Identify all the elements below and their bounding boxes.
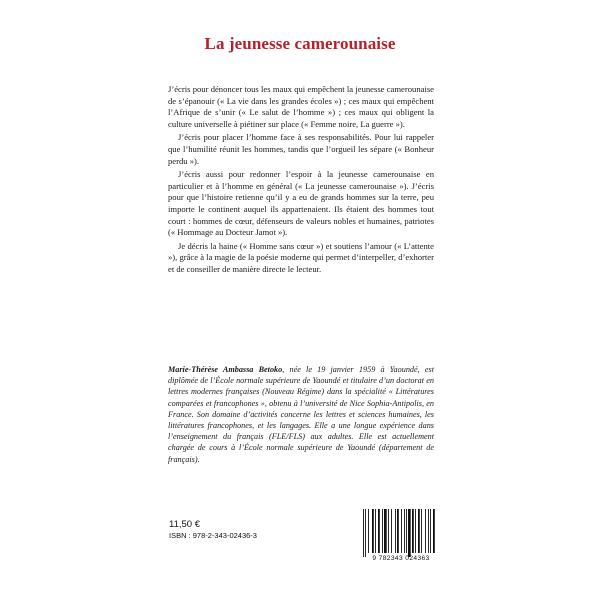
book-back-cover xyxy=(147,0,453,600)
barcode-number: 9 782343 024363 xyxy=(372,555,430,562)
blurb-paragraph-4: Je décris la haine (« Homme sans cœur ») et soutiens l’amour (« L’attente »), grâce à la magie de la poésie moderne qui permet d’interpeller, d’exhorter et de conseiller de manière directe le lecteur. xyxy=(168,240,434,274)
blurb-paragraph-1: J’écris pour dénoncer tous les maux qui empêchent la jeunesse camerounaise de s’épanouir (« La vie dans les grandes écoles ») ; ces maux qui empêchent l’Afrique de s’unir (« Le salut de l’homme ») ; ces maux qui obligent la culture universelle à piétiner sur place (« Femme noire, La guerre »). xyxy=(168,84,434,129)
book-title: La jeunesse camerounaise xyxy=(204,34,396,53)
isbn: ISBN : 978-2-343-02436-3 xyxy=(169,531,257,540)
barcode xyxy=(362,509,438,557)
author-name: Marie-Thérèse Ambassa Betoko xyxy=(168,365,283,374)
price: 11,50 € xyxy=(169,519,200,530)
blurb-paragraph-3: J’écris aussi pour redonner l’espoir à la jeunesse camerounaise en particulier et à l’homme en général (« La jeunesse camerounaise »). J’écris pour que l’histoire retienne qu’il y a eu de grands hommes sur la terre, peu importe le continent auquel ils appartenaient. Ils étaient des hommes tout court : hommes de cœur, défenseurs de valeurs nobles et humaines, patriotes (« Hommage au Docteur Jamot »). xyxy=(168,169,434,238)
blurb-paragraph-2: J’écris pour placer l’homme face à ses responsabilités. Pour lui rappeler que l’humilité réunit les hommes, tandis que l’orgueil les sépare (« Bonheur perdu »). xyxy=(168,132,434,166)
author-bio-text: , née le 19 janvier 1959 à Yaoundé, est diplômée de l’École normale supérieure de Yaoundé et titulaire d’un doctorat en lettres modernes françaises (Nouveau Régime) dans la spécialité « Littératures comparées et francophones », obtenu à l’université de Nice Sophia-Antipolis, en France. Son domaine d’activités concerne les lettres et sciences humaines, les littératures francophones, et les langages. Elle a une longue expérience dans l’enseignement du français (FLE/FLS) aux adultes. Elle est actuellement chargée de cours à l’École normale supérieure de Yaoundé (département de français). xyxy=(168,365,434,464)
blurb xyxy=(168,84,434,278)
author-bio xyxy=(168,364,434,465)
barcode-bars xyxy=(362,509,438,557)
